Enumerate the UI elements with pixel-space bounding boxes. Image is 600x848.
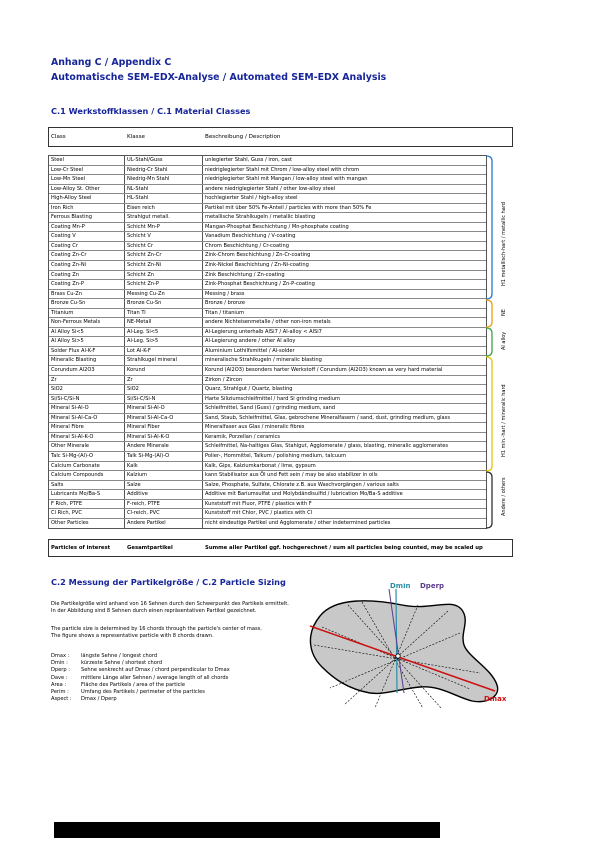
- cell-description: Mangan-Phosphat Beschichtung / Mn-phosphate coating: [205, 223, 349, 230]
- table-header: [48, 127, 513, 147]
- cell-class: Talc Si-Mg-(Al)-O: [51, 452, 94, 459]
- definition-key: Dmax :: [51, 653, 70, 659]
- definition-key: Perim :: [51, 689, 69, 696]
- column-header-class: Class: [51, 134, 66, 140]
- table-row: [49, 251, 486, 261]
- cell-klasse: Schicht Zn-Cr: [127, 252, 162, 259]
- cell-klasse: Korund: [127, 367, 145, 374]
- cell-description: Zink-Phosphat Beschichtung / Zn-P-coating: [205, 281, 315, 288]
- cell-description: Keramik, Porzellan / ceramics: [205, 433, 281, 440]
- cell-class: SiO2: [51, 386, 63, 393]
- section-particle-sizing-title: C.2 Messung der Partikelgröße / C.2 Particle Sizing: [51, 577, 286, 587]
- cell-description: Chrom Beschichtung / Cr-coating: [205, 242, 289, 249]
- definition-key: Dave :: [51, 674, 68, 681]
- appendix-subtitle: Automatische SEM-EDX-Analyse / Automated SEM-EDX Analysis: [51, 72, 387, 83]
- cell-class: Mineral Si-Al-O: [51, 405, 89, 412]
- cell-description: Aluminium Lothilfsmittel / Al-solder: [205, 347, 295, 354]
- cell-klasse: Lot Al-K-F: [127, 347, 151, 354]
- definition-text: kürzeste Sehne / shortest chord: [81, 660, 163, 667]
- cell-class: Coating Zn: [51, 271, 80, 278]
- cell-description: Zirkon / Zircon: [205, 376, 243, 383]
- cell-klasse: Mineral Si-Al-Ca-O: [127, 414, 174, 421]
- table-row: [49, 232, 486, 242]
- cell-klasse: Schicht Mn-P: [127, 223, 160, 230]
- cell-class: Other Particles: [51, 519, 89, 526]
- definition-text: Dmax / Dperp: [81, 696, 117, 703]
- table-row: [49, 452, 486, 462]
- definition-text: Sehne senkrecht auf Dmax / chord perpendicular to Dmax: [81, 667, 230, 674]
- dperp-label: Dperp: [420, 583, 445, 590]
- cell-class: Coating Mn-P: [51, 223, 85, 230]
- definition-text: längste Sehne / longest chord: [81, 653, 158, 659]
- cell-klasse: NE-Metall: [127, 319, 152, 326]
- table-row: [49, 318, 486, 328]
- cell-description: hochlegierter Stahl / high-alloy steel: [205, 195, 298, 202]
- definition-item: [51, 682, 230, 689]
- cell-klasse: Kalzium: [127, 472, 148, 479]
- bracket-ne: [486, 300, 492, 327]
- section-material-classes-title: C.1 Werkstoffklassen / C.1 Material Classes: [51, 106, 251, 116]
- cell-description: Quarz, Strahlgut / Quartz, blasting: [205, 386, 293, 393]
- cell-klasse: Additive: [127, 491, 148, 498]
- cell-klasse: Strahlkugel mineral: [127, 357, 177, 364]
- table-row: [49, 271, 486, 281]
- table-row: [49, 433, 486, 443]
- cell-klasse: Al-Leg. Si<5: [127, 328, 159, 335]
- table-row: [49, 481, 486, 491]
- cell-description: Polier-, Hommittel, Talkum / polishing medium, talcuum: [205, 452, 347, 459]
- cell-description: Kunststoff mit Fluor, PTFE / plastics with F: [205, 500, 312, 507]
- text-line: Die Partikelgröße wird anhand von 16 Sehnen durch den Schwerpunkt des Partikels ermittelt.: [51, 601, 289, 607]
- cell-klasse: Kalk: [127, 462, 138, 469]
- cell-class: Calcium Carbonate: [51, 462, 100, 469]
- interest-description: Summe aller Partikel ggf. hochgerechnet / sum all particles being counted, may be scaled up: [205, 545, 483, 551]
- cell-klasse: Talk Si-Mg-(Al)-O: [127, 452, 170, 459]
- table-row: [49, 500, 486, 510]
- table-row: [49, 423, 486, 433]
- cell-description: niedriglegierter Stahl mit Mangan / low-alloy steel with mangan: [205, 176, 368, 183]
- cell-description: andere Nichteisenmetalle / other non-iron metals: [205, 319, 331, 326]
- table-row: [49, 462, 486, 472]
- cell-klasse: Schicht Cr: [127, 242, 153, 249]
- table-row: [49, 395, 486, 405]
- cell-description: andere niedriglegierter Stahl / other low-alloy steel: [205, 185, 336, 192]
- table-row: [49, 309, 486, 319]
- cell-class: Mineral Si-Al-K-O: [51, 433, 94, 440]
- definition-text: mittlere Länge aller Sehnen / average length of all chords: [81, 674, 229, 681]
- cell-class: Mineralic Blasting: [51, 357, 97, 364]
- cell-description: Harte Siliziumschleifmittel / hard Si grinding medium: [205, 395, 340, 402]
- text-line: The figure shows a representative particle with 8 chords drawn.: [51, 633, 214, 640]
- cell-klasse: Mineral Si-Al-K-O: [127, 433, 170, 440]
- cell-klasse: Strahlgut metall.: [127, 214, 170, 221]
- center-of-mass: [396, 654, 400, 658]
- table-row: [49, 299, 486, 309]
- table-row: [49, 328, 486, 338]
- cell-description: Zink-Chrom Beschichtung / Zn-Cr-coating: [205, 252, 311, 259]
- cell-class: Calcium Compounds: [51, 472, 104, 479]
- definition-item: [51, 667, 230, 674]
- cell-klasse: Andere Minerale: [127, 443, 169, 450]
- cell-description: Partikel mit über 50% Fe-Anteil / particles with more than 50% Fe: [205, 204, 372, 211]
- cell-class: Low-Cr Steel: [51, 166, 84, 173]
- cell-klasse: Schicht Zn: [127, 271, 155, 278]
- cell-description: Schleifmittel, Na-haltiges Glas, Stahlgut, Agglomerate / glass, blasting, mineralic agglomerates: [205, 443, 448, 450]
- cell-description: Additive mit Bariumsulfat und Molybdändisulfid / lubrication Mo/Ba-S additive: [205, 491, 403, 498]
- cell-description: Al-Legierung andere / other Al alloy: [205, 338, 296, 345]
- cell-class: Coating Cr: [51, 242, 78, 249]
- cell-class: Titanium: [51, 309, 74, 316]
- cell-klasse: Mineral Si-Al-O: [127, 405, 165, 412]
- cell-description: Zink Beschichtung / Zn-coating: [205, 271, 285, 278]
- cell-class: Cl Rich, PVC: [51, 510, 82, 517]
- table-row: [49, 414, 486, 424]
- cell-description: nicht eindeutige Partikel und Agglomerate / other indetermined particles: [205, 519, 391, 526]
- cell-klasse: UL-Stahl/Guss: [127, 157, 163, 163]
- cell-class: Low-Alloy St. Other: [51, 185, 100, 192]
- cell-class: Al Alloy Si<5: [51, 328, 84, 335]
- table-row: [49, 519, 486, 529]
- cell-klasse: Niedrig-Cr Stahl: [127, 166, 168, 173]
- cell-class: Steel: [51, 157, 64, 163]
- cell-class: Non-Ferrous Metals: [51, 319, 101, 326]
- dmax-label: Dmax: [484, 695, 507, 703]
- cell-klasse: Schicht Zn-Ni: [127, 262, 162, 269]
- column-header-description: Beschreibung / Description: [205, 134, 281, 140]
- cell-class: Iron Rich: [51, 204, 74, 211]
- definition-text: Fläche des Partikels / area of the particle: [81, 681, 185, 688]
- cell-description: Korund (Al2O3) besonders harter Werkstoff / Corundum (Al2O3) known as very hard material: [205, 367, 443, 374]
- cell-klasse: Andere Partikel: [127, 519, 166, 526]
- definition-item: [51, 675, 230, 682]
- table-row: [49, 185, 486, 195]
- table-row: [49, 442, 486, 452]
- cell-klasse: Cl-reich, PVC: [127, 510, 160, 517]
- definition-key: Dmin :: [51, 660, 68, 667]
- group-label-mineralic-hard: H1 min.-hart / mineralic hard: [501, 384, 507, 457]
- cell-description: Schleifmittel, Sand (Guss) / grinding medium, sand: [205, 405, 336, 412]
- table-row: [49, 213, 486, 223]
- cell-description: mineralische Strahlkugeln / mineralic blasting: [205, 357, 322, 364]
- definition-item: [51, 653, 230, 660]
- cell-description: Salze, Phosphate, Sulfate, Chlorate z.B. aus Waschvorgängen / various salts: [205, 481, 399, 488]
- cell-klasse: NL-Stahl: [127, 185, 149, 192]
- cell-class: Brass Cu-Zn: [51, 290, 82, 297]
- particle-shape: [310, 601, 497, 702]
- cell-class: Salts: [51, 481, 64, 488]
- cell-description: Zink-Nickel Beschichtung / Zn-Ni-coating: [205, 262, 309, 269]
- cell-class: Si/Si-C/Si-N: [51, 395, 80, 402]
- table-row: [49, 366, 486, 376]
- cell-class: Coating Zn-P: [51, 281, 84, 288]
- cell-klasse: Mineral Fiber: [127, 424, 160, 431]
- table-row: [49, 280, 486, 290]
- cell-klasse: Niedrig-Mn Stahl: [127, 176, 170, 183]
- cell-klasse: Schicht Zn-P: [127, 281, 159, 288]
- cell-class: High-Alloy Steel: [51, 195, 92, 202]
- cell-description: Bronze / bronze: [205, 300, 245, 307]
- cell-class: Other Minerale: [51, 443, 90, 450]
- cell-klasse: Titan Ti: [127, 309, 146, 316]
- definition-key: Dperp :: [51, 667, 70, 674]
- dmin-label: Dmin: [390, 583, 411, 590]
- cell-class: Coating Zn-Cr: [51, 252, 87, 259]
- cell-description: Titan / titanium: [205, 309, 245, 316]
- table-row: [49, 376, 486, 386]
- cell-klasse: SiO2: [127, 386, 139, 393]
- cell-class: Zr: [51, 376, 57, 383]
- table-row: [49, 166, 486, 176]
- definition-key: Aspect :: [51, 696, 72, 703]
- cell-class: F Rich, PTFE: [51, 500, 83, 507]
- interest-class: Particles of interest: [51, 545, 111, 551]
- cell-klasse: Zr: [127, 376, 133, 383]
- cell-description: Vanadium Beschichtung / V-coating: [205, 233, 296, 240]
- table-row: [49, 404, 486, 414]
- particles-of-interest-row: [48, 539, 513, 557]
- cell-class: Mineral Fibre: [51, 424, 84, 431]
- text-line: The particle size is determined by 16 chords through the particle's center of mass.: [51, 626, 262, 632]
- table-row: [49, 471, 486, 481]
- table-row: [49, 261, 486, 271]
- text-line: In der Abbildung sind 8 Sehnen durch einen repräsentativen Partikel gezeichnet.: [51, 608, 257, 615]
- cell-class: Coating Zn-Ni: [51, 262, 87, 269]
- cell-class: Mineral Si-Al-Ca-O: [51, 414, 98, 421]
- definition-item: [51, 696, 230, 703]
- cell-klasse: Salze: [127, 481, 141, 488]
- cell-class: Bronze Cu-Sn: [51, 300, 86, 307]
- definition-text: Umfang des Partikels / perimeter of the particles: [81, 689, 205, 696]
- group-label-others: Andere / others: [501, 477, 507, 516]
- table-row: [49, 385, 486, 395]
- cell-klasse: Messing Cu-Zn: [127, 290, 165, 297]
- table-row: [49, 337, 486, 347]
- cell-klasse: Al-Leg. Si>5: [127, 338, 159, 345]
- appendix-title: Anhang C / Appendix C: [51, 57, 172, 68]
- cell-klasse: Eisen reich: [127, 204, 155, 211]
- definitions-list: [51, 653, 230, 703]
- redaction-bar: [54, 822, 440, 838]
- cell-description: Sand, Staub, Schleifmittel, Glas, gebrochene Mineralfasern / sand, dust, grinding medium, glass: [205, 414, 450, 421]
- material-classes-table: [48, 155, 487, 529]
- cell-description: niedriglegierter Stahl mit Chrom / low-alloy steel with chrom: [205, 166, 360, 173]
- cell-description: Al-Legierung unterhalb AlSi7 / Al-alloy < AlSi7: [205, 328, 322, 335]
- paragraph-english: [51, 626, 262, 640]
- cell-klasse: Si/Si-C/Si-N: [127, 395, 156, 402]
- cell-klasse: F-reich, PTFE: [127, 500, 160, 507]
- table-row: [49, 194, 486, 204]
- cell-description: Kunststoff mit Chlor, PVC / plastics with Cl: [205, 510, 313, 517]
- cell-description: unlegierter Stahl, Guss / iron, cast: [205, 157, 292, 163]
- table-row: [49, 223, 486, 233]
- cell-class: Coating V: [51, 233, 76, 240]
- column-header-klasse: Klasse: [127, 134, 145, 140]
- cell-description: Mineralfaser aus Glas / mineralic fibres: [205, 424, 305, 431]
- group-label-ne: NE: [501, 309, 507, 316]
- bracket-mineralic-hard: [486, 357, 492, 471]
- table-row: [49, 175, 486, 185]
- bracket-al-alloy: [486, 328, 492, 356]
- group-label-al-alloy: Al alloy: [501, 331, 507, 350]
- group-label-metallic-hard: H1 metallisch-hart / metallic hard: [501, 202, 507, 286]
- cell-class: Al Alloy Si>5: [51, 338, 84, 345]
- cell-class: Low-Mn Steel: [51, 176, 86, 183]
- particle-figure: [300, 583, 515, 708]
- cell-description: kann Stabilisator aus Öl und Fett sein / may be also stabilizer in oils: [205, 472, 378, 479]
- paragraph-german: [51, 601, 289, 615]
- bracket-others: [486, 472, 492, 528]
- table-row: [49, 356, 486, 366]
- table-row: [49, 242, 486, 252]
- table-row: [49, 156, 486, 166]
- definition-key: Area :: [51, 681, 67, 688]
- table-row: [49, 509, 486, 519]
- interest-klasse: Gesamtpartikel: [127, 545, 173, 551]
- table-row: [49, 204, 486, 214]
- cell-description: Messing / brass: [205, 290, 245, 297]
- cell-class: Solder Flux Al-K-F: [51, 347, 96, 354]
- cell-description: Kalk, Gips, Kalziumkarbonat / lime, gypsum: [205, 462, 316, 469]
- definition-item: [51, 660, 230, 667]
- table-row: [49, 347, 486, 357]
- bracket-metallic-hard: [486, 156, 492, 299]
- cell-klasse: HL-Stahl: [127, 195, 149, 202]
- cell-class: Corundum Al2O3: [51, 367, 95, 374]
- table-row: [49, 290, 486, 300]
- cell-klasse: Schicht V: [127, 233, 151, 240]
- table-row: [49, 490, 486, 500]
- cell-klasse: Bronze Cu-Sn: [127, 300, 162, 307]
- cell-class: Lubricants Mo/Ba-S: [51, 491, 101, 498]
- cell-description: metallische Strahlkugeln / metallic blasting: [205, 214, 316, 221]
- definition-item: [51, 689, 230, 696]
- cell-class: Ferrous Blasting: [51, 214, 92, 221]
